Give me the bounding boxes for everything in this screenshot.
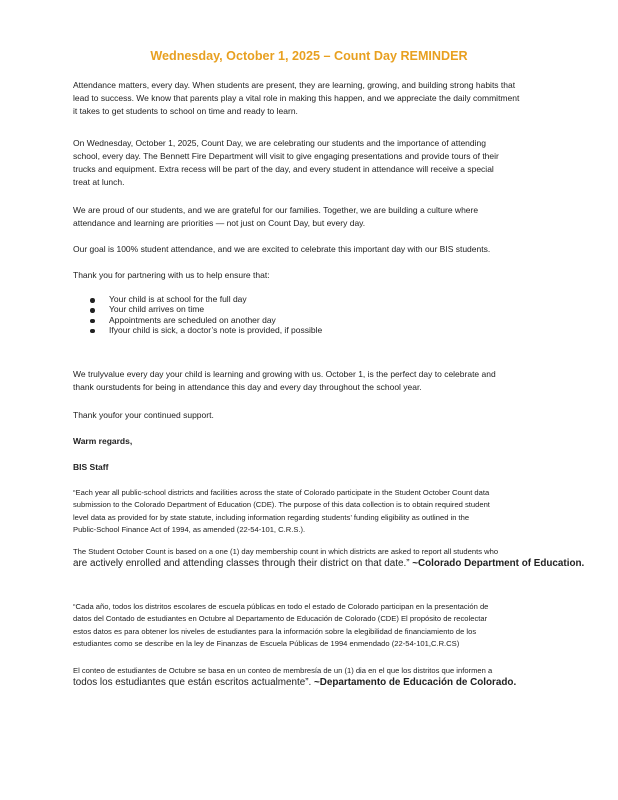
text-line: Public-School Finance Act of 1994, as amended (22-54-101, C.R.S.). — [73, 525, 306, 535]
text-line: thank ourstudents for being in attendance this day and every day throughout the school year. — [73, 382, 422, 392]
list-item: Ifyour child is sick, a doctor’s note is provided, if possible — [73, 325, 322, 335]
text-line: attendance and learning are priorities — not just on Count Day, but every day. — [73, 218, 366, 228]
bullet-icon — [90, 319, 95, 324]
list-item: Your child arrives on time — [73, 304, 322, 314]
text-line: todos los estudiantes que están escritos actualmente”. ~Departamento de Educación de Colorado. — [73, 677, 517, 689]
text-line: We trulyvalue every day your child is learning and growing with us. October 1, is the perfect day to celebrate and — [73, 369, 496, 379]
value-paragraph — [73, 368, 563, 394]
text-line: El conteo de estudiantes de Octubre se basa en un conteo de membresía de un (1) dia en el que los distritos que informen a — [73, 666, 493, 675]
bullet-icon — [90, 308, 95, 313]
closing: Warm regards, — [73, 436, 133, 446]
text-line: trucks and equipment. Extra recess will be part of the day, and every student in attendance will receive a special — [73, 164, 494, 174]
cde-quote-spanish-2 — [73, 665, 573, 690]
list-item: Your child is at school for the full day — [73, 294, 322, 304]
text-line: Thank youfor your continued support. — [73, 410, 214, 420]
text-line: submission to the Colorado Department of Education (CDE). The purpose of this data collection is to obtain required student — [73, 500, 490, 510]
text-line: level data as provided for by state statute, including information regarding students’ funding eligibility as outlined in the — [73, 512, 470, 522]
text-line: On Wednesday, October 1, 2025, Count Day, we are celebrating our students and the importance of attending — [73, 138, 486, 148]
signature: BIS Staff — [73, 462, 109, 472]
proud-paragraph — [73, 204, 563, 230]
checklist — [73, 294, 322, 335]
intro-paragraph — [73, 79, 563, 118]
list-item: Appointments are scheduled on another day — [73, 315, 322, 325]
quote-attribution: ~Colorado Department of Education. — [412, 558, 585, 570]
bullet-icon — [90, 298, 95, 303]
text-line: We are proud of our students, and we are grateful for our families. Together, we are building a culture where — [73, 205, 479, 215]
cde-quote-english-2 — [73, 546, 613, 571]
text-line: “Cada año, todos los distritos escolares de escuela públicas en todo el estado de Colorado participan en la presentación de — [73, 602, 489, 611]
text-line: are actively enrolled and attending classes through their district on that date.” ~Colorado Department of Education. — [73, 558, 585, 570]
text-line: Attendance matters, every day. When students are present, they are learning, growing, and building strong habits that — [73, 80, 516, 90]
cde-quote-english — [73, 487, 558, 537]
cde-quote-spanish — [73, 601, 558, 651]
text-line: estos datos es para obtener los niveles de estudiantes para la información sobre la elegibilidad de financiamiento de los — [73, 626, 477, 636]
bullet-icon — [90, 329, 95, 334]
text-line: it takes to get students to school on time and ready to learn. — [73, 106, 298, 116]
page-title: Wednesday, October 1, 2025 – Count Day REMINDER — [150, 49, 468, 63]
quote-attribution: ~Departamento de Educación de Colorado. — [313, 677, 517, 689]
text-line: Our goal is 100% student attendance, and we are excited to celebrate this important day with our BIS students. — [73, 244, 491, 254]
partnering-paragraph — [73, 269, 563, 282]
text-line: Thank you for partnering with us to help ensure that: — [73, 270, 270, 280]
text-line: “Each year all public-school districts and facilities across the state of Colorado participate in the Student October Count data — [73, 488, 490, 497]
text-line: estudiantes como se describe en la ley de Finanzas de Escuela Públicas de 1994 enmendado (22-54-101,C.R.CS) — [73, 639, 460, 649]
text-line: The Student October Count is based on a one (1) day membership count in which districts are asked to report all students who — [73, 547, 499, 556]
goal-paragraph — [73, 243, 563, 256]
text-line: lead to success. We know that parents play a vital role in making this happen, and we appreciate the daily commitment — [73, 93, 520, 103]
text-line: school, every day. The Bennett Fire Department will visit to give engaging presentations and provide tours of their — [73, 151, 499, 161]
count-day-paragraph — [73, 137, 563, 189]
thanks-paragraph — [73, 409, 563, 422]
text-line: treat at lunch. — [73, 177, 125, 187]
text-line: datos del Contado de estudiantes en Octubre al Departamento de Educación de Colorado (CDE) El propósito de recolectar — [73, 614, 488, 624]
